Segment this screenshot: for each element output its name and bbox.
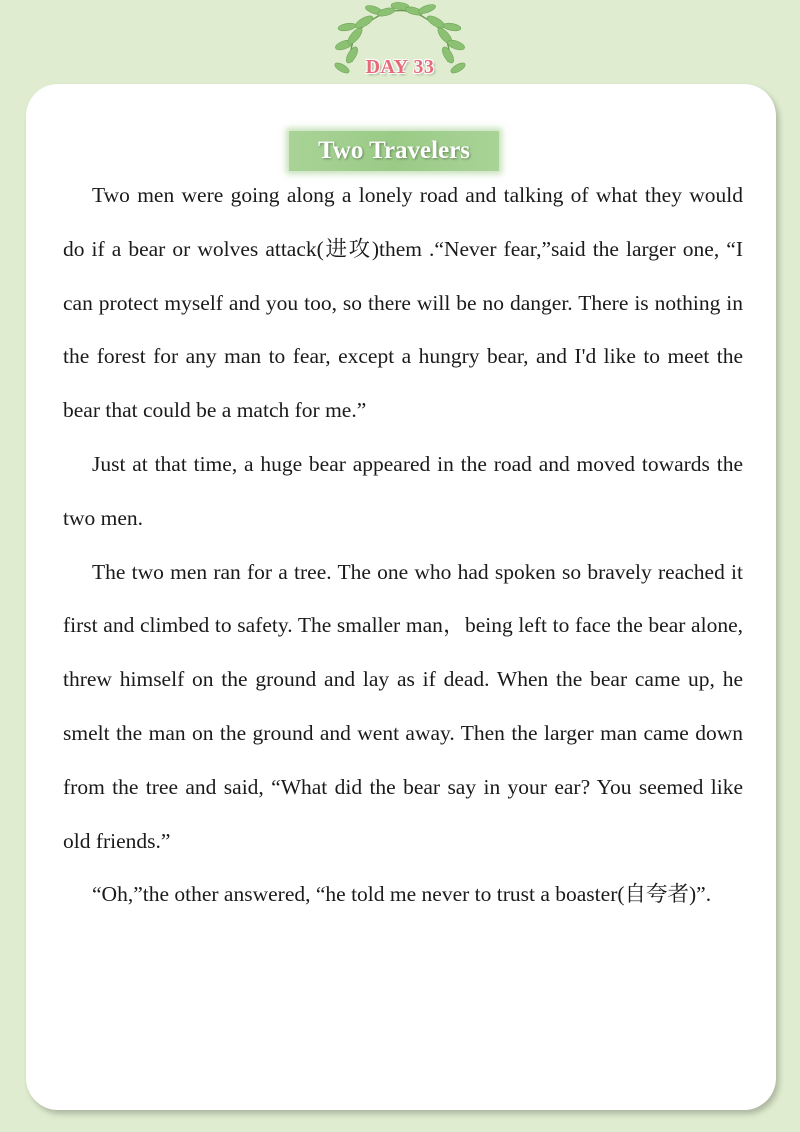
story-title: Two Travelers xyxy=(317,137,471,164)
paragraph: Just at that time, a huge bear appeared in the road and moved towards the two men. xyxy=(63,451,743,530)
paragraph: “Oh,”the other answered, “he told me never to trust a boaster(自夸者)”. xyxy=(92,882,712,907)
story-body xyxy=(63,169,743,922)
title-banner xyxy=(289,131,499,171)
paragraph: The two men ran for a tree. The one who had spoken so bravely reached it first and climbed to safety. The smaller man，being left to face the bear alone, threw himself on the ground and lay as if dead. When the bear came up, he smelt the man on the ground and went away. Then the larger man came down from the tree and said, “What did the bear say in your ear? You seemed like old friends.” xyxy=(63,559,743,853)
day-badge xyxy=(330,0,470,90)
day-label: DAY 33 xyxy=(365,56,435,78)
paragraph: Two men were going along a lonely road and talking of what they would do if a bear or wolves attack(进攻)them .“Never fear,”said the larger one, “I can protect myself and you too, so there will be no danger. There is nothing in the forest for any man to fear, except a hungry bear, and I'd like to meet the bear that could be a match for me.” xyxy=(63,183,743,423)
